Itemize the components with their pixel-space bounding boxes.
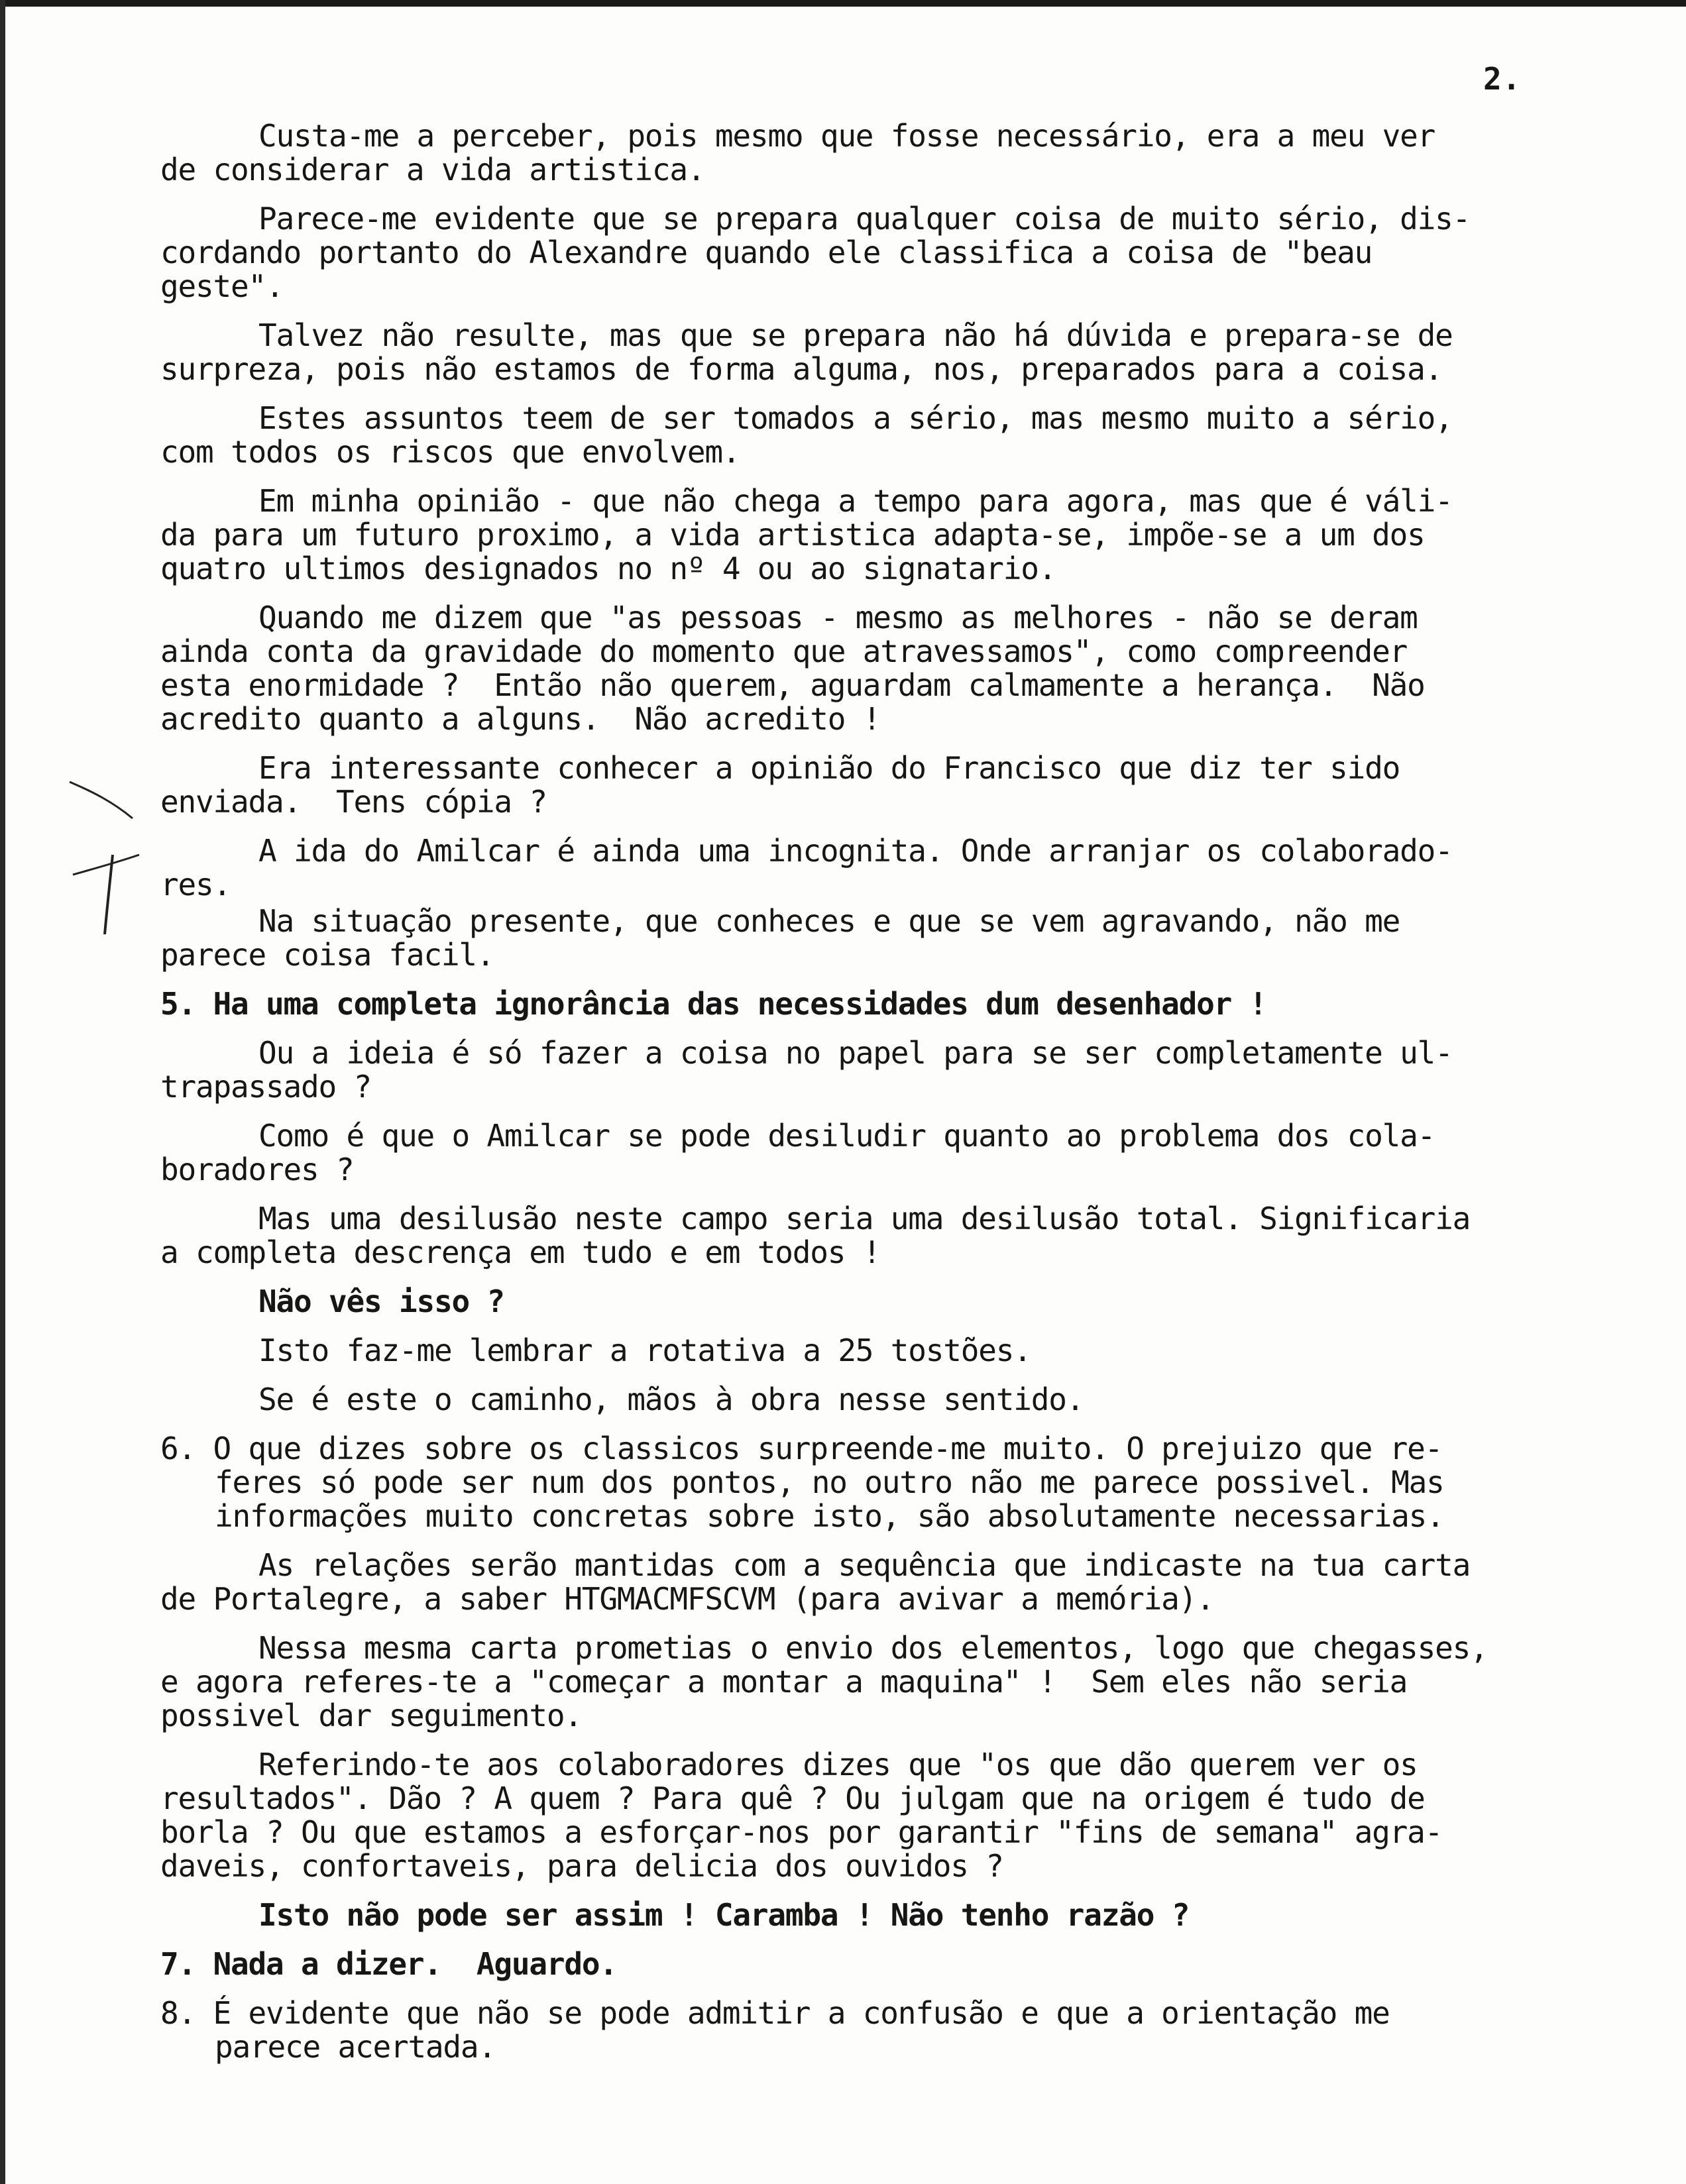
paragraph: Nessa mesma carta prometias o envio dos elementos, logo que chegasses, e agora referes-te a "começar a montar a maquina" ! Sem eles não seria possivel dar seguimento. <box>160 1630 1488 1733</box>
paragraph: Em minha opinião - que não chega a tempo para agora, mas que é váli- da para um futuro proximo, a vida artistica adapta-se, impõe-se a um dos quatro ultimos designados no nº 4 ou ao signatario. <box>160 483 1453 586</box>
paragraph: Mas uma desilusão neste campo seria uma desilusão total. Significaria a completa descrença em tudo e em todos ! <box>160 1201 1471 1270</box>
paragraph: Ou a ideia é só fazer a coisa no papel para se ser completamente ul- trapassado ? <box>160 1035 1453 1105</box>
paragraph: Custa-me a perceber, pois mesmo que fosse necessário, era a meu ver de considerar a vida artistica. <box>160 118 1435 188</box>
paragraph: Era interessante conhecer a opinião do Francisco que diz ter sido enviada. Tens cópia ? <box>160 750 1400 820</box>
paragraph: Como é que o Amilcar se pode desiludir quanto ao problema dos cola- boradores ? <box>160 1118 1435 1187</box>
numbered-item-5: 5. Ha uma completa ignorância das necessidades dum desenhador ! <box>160 986 1267 1022</box>
paragraph: Não vês isso ? <box>258 1283 504 1319</box>
letter-body <box>160 119 1618 2079</box>
scan-top-edge <box>0 0 1686 7</box>
paragraph: Estes assuntos teem de ser tomados a sério, mas mesmo muito a sério, com todos os riscos que envolvem. <box>160 400 1453 470</box>
paragraph: Parece-me evidente que se prepara qualquer coisa de muito sério, dis- cordando portanto do Alexandre quando ele classifica a coisa de "beau geste". <box>160 201 1471 304</box>
scan-left-edge <box>0 0 5 2184</box>
paragraph: Isto faz-me lembrar a rotativa a 25 tostões. <box>258 1333 1031 1368</box>
paragraph: As relações serão mantidas com a sequência que indicaste na tua carta de Portalegre, a saber HTGMACMFSCVM (para avivar a memória). <box>160 1547 1471 1617</box>
page-number: 2. <box>1483 61 1522 97</box>
paragraph: Isto não pode ser assim ! Caramba ! Não tenho razão ? <box>258 1897 1190 1933</box>
handwritten-margin-marks <box>66 755 146 941</box>
paragraph: Talvez não resulte, mas que se prepara não há dúvida e prepara-se de surpreza, pois não estamos de forma alguma, nos, preparados para a coisa. <box>160 317 1453 387</box>
paragraph: A ida do Amilcar é ainda uma incognita. Onde arranjar os colaborado- res. <box>160 833 1453 902</box>
numbered-item-6: 6. O que dizes sobre os classicos surpreende-me muito. O prejuizo que re- feres só pode ser num dos pontos, no outro não me parece possivel. Mas informações muito concretas sobre isto, são absolutamente necessarias. <box>160 1431 1444 1534</box>
paragraph: Se é este o caminho, mãos à obra nesse sentido. <box>258 1382 1084 1417</box>
paragraph: Quando me dizem que "as pessoas - mesmo as melhores - não se deram ainda conta da gravidade do momento que atravessamos", como compreender esta enormidade ? Então não querem, aguardam calmamente a herança. Não acredito quanto a alguns. Não acredito ! <box>160 600 1425 737</box>
numbered-item-7: 7. Nada a dizer. Aguardo. <box>160 1946 617 1982</box>
numbered-item-8: 8. É evidente que não se pode admitir a confusão e que a orientação me parece acertada. <box>160 1995 1390 2065</box>
paragraph: Referindo-te aos colaboradores dizes que "os que dão querem ver os resultados". Dão ? A quem ? Para quê ? Ou julgam que na origem é tudo de borla ? Ou que estamos a esforçar-nos por garantir "fins de semana" agra- daveis, confortaveis, para delicia dos ouvidos ? <box>160 1747 1443 1884</box>
paragraph: Na situação presente, que conheces e que se vem agravando, não me parece coisa facil. <box>160 903 1400 973</box>
